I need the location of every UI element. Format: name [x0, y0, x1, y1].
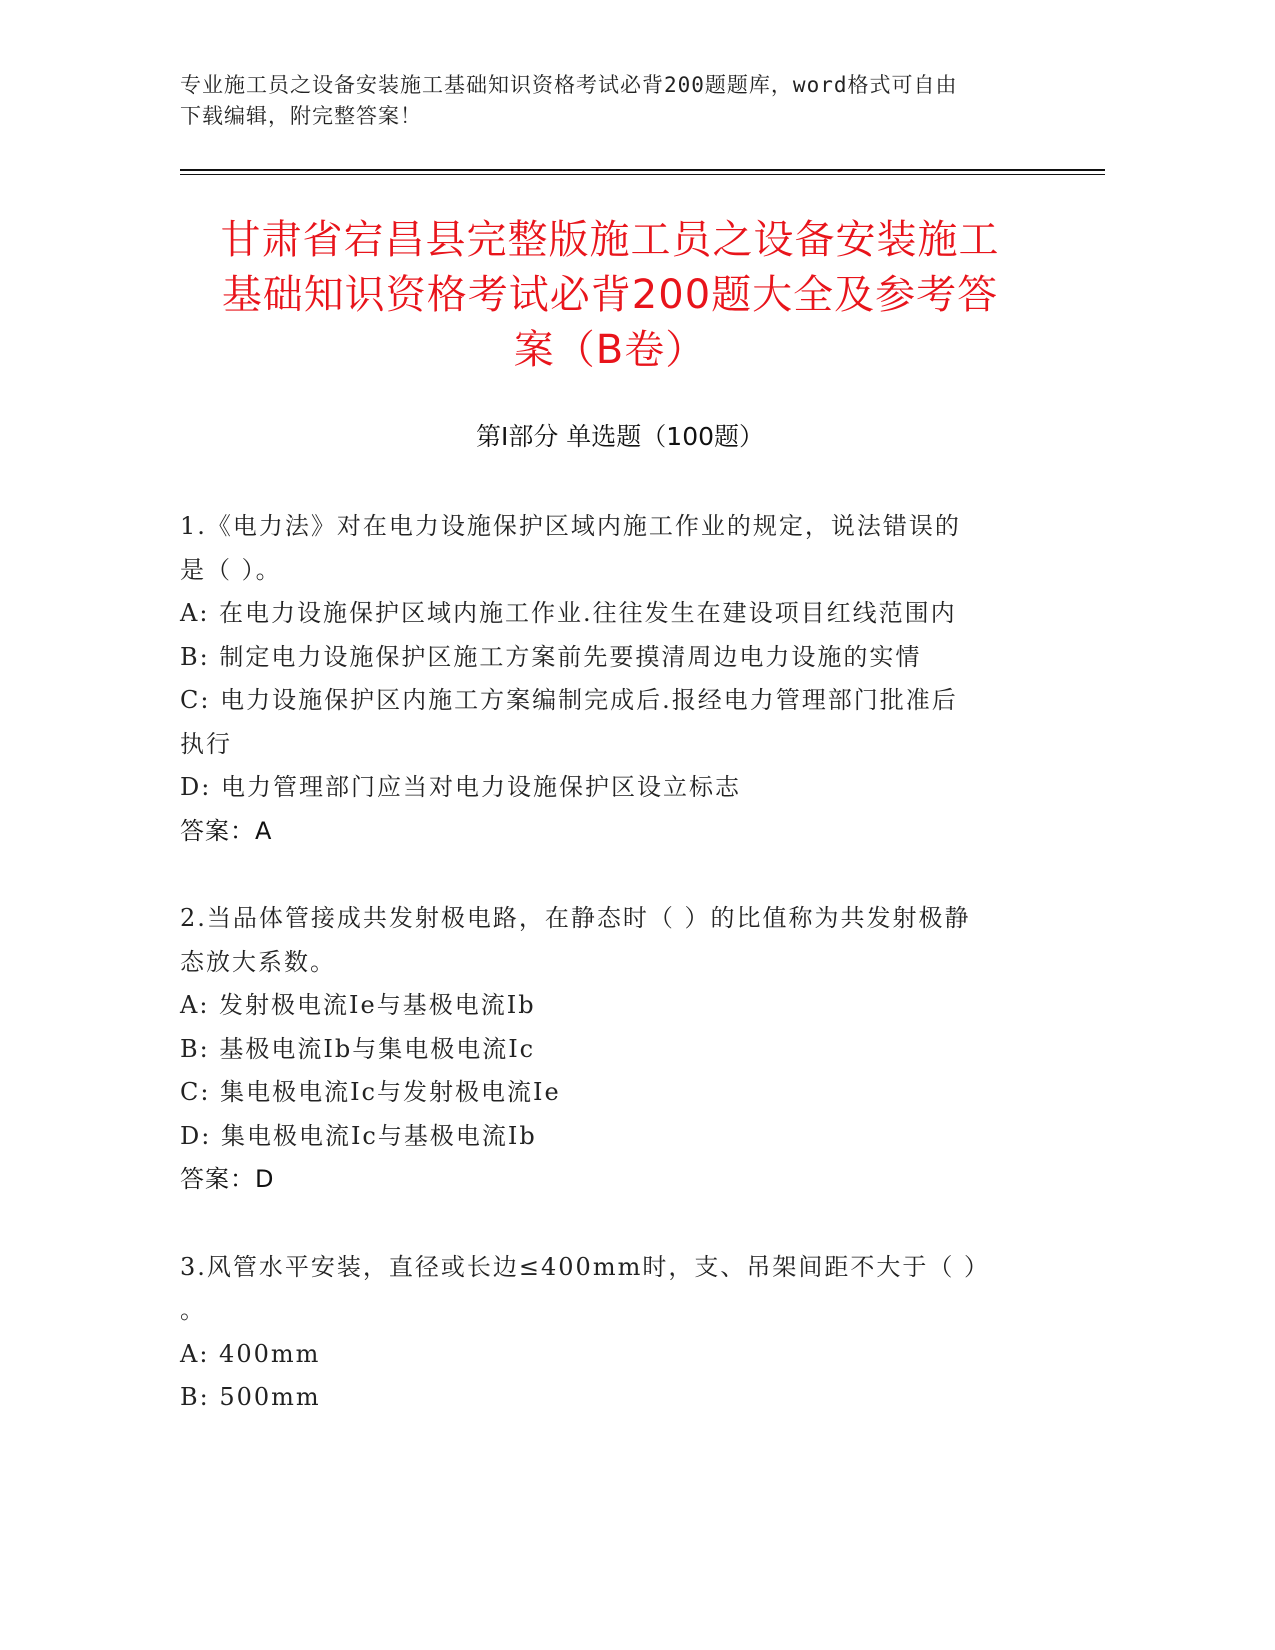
- document-title-line: 基础知识资格考试必背200题大全及参考答: [221, 272, 999, 318]
- document-title: [165, 213, 1055, 378]
- option-a: A: 400mm: [180, 1339, 321, 1368]
- question-stem: 1.《电力法》对在电力设施保护区域内施工作业的规定，说法错误的: [180, 512, 961, 540]
- header-note: [180, 70, 1060, 132]
- answer: 答案：D: [180, 1165, 275, 1193]
- question-stem: 态放大系数。: [180, 947, 336, 976]
- option-b: B: 基极电流Ib与集电极电流Ic: [180, 1034, 536, 1063]
- header-divider-thick: [180, 169, 1105, 171]
- question-2: [180, 897, 1040, 1202]
- answer: 答案：A: [180, 816, 273, 845]
- question-1: [180, 505, 1040, 853]
- question-3: [180, 1246, 1040, 1420]
- document-title-line: 甘肃省宕昌县完整版施工员之设备安装施工: [220, 217, 1000, 263]
- option-d: D: 集电极电流Ic与基极电流Ib: [180, 1121, 537, 1150]
- section-title: 第I部分 单选题（100题）: [475, 422, 765, 451]
- header-note-line: 下载编辑，附完整答案！: [180, 104, 422, 128]
- header-note-line: 专业施工员之设备安装施工基础知识资格考试必背200题题库，word格式可自由: [180, 73, 958, 97]
- header-divider-thin: [180, 174, 1105, 175]
- document-title-line: 案（B卷）: [513, 327, 707, 373]
- question-stem: 。: [180, 1296, 206, 1324]
- question-stem: 3.风管水平安装，直径或长边≤400mm时，支、吊架间距不大于（ ）: [180, 1252, 990, 1281]
- option-c: C: 集电极电流Ic与发射极电流Ie: [180, 1078, 561, 1106]
- question-stem: 是（ ）。: [180, 555, 282, 584]
- question-list: [180, 505, 1040, 1464]
- question-stem: 2.当品体管接成共发射极电路，在静态时（ ）的比值称为共发射极静: [180, 904, 971, 932]
- option-a: A: 发射极电流Ie与基极电流Ib: [180, 991, 536, 1019]
- option-b: B: 制定电力设施保护区施工方案前先要摸清周边电力设施的实情: [180, 642, 922, 671]
- option-b: B: 500mm: [180, 1383, 321, 1411]
- option-c-continued: 执行: [180, 729, 232, 758]
- option-c: C: 电力设施保护区内施工方案编制完成后.报经电力管理部门批准后: [180, 686, 958, 714]
- option-a: A: 在电力设施保护区域内施工作业.往往发生在建设项目红线范围内: [180, 599, 957, 627]
- option-d: D: 电力管理部门应当对电力设施保护区设立标志: [180, 773, 741, 801]
